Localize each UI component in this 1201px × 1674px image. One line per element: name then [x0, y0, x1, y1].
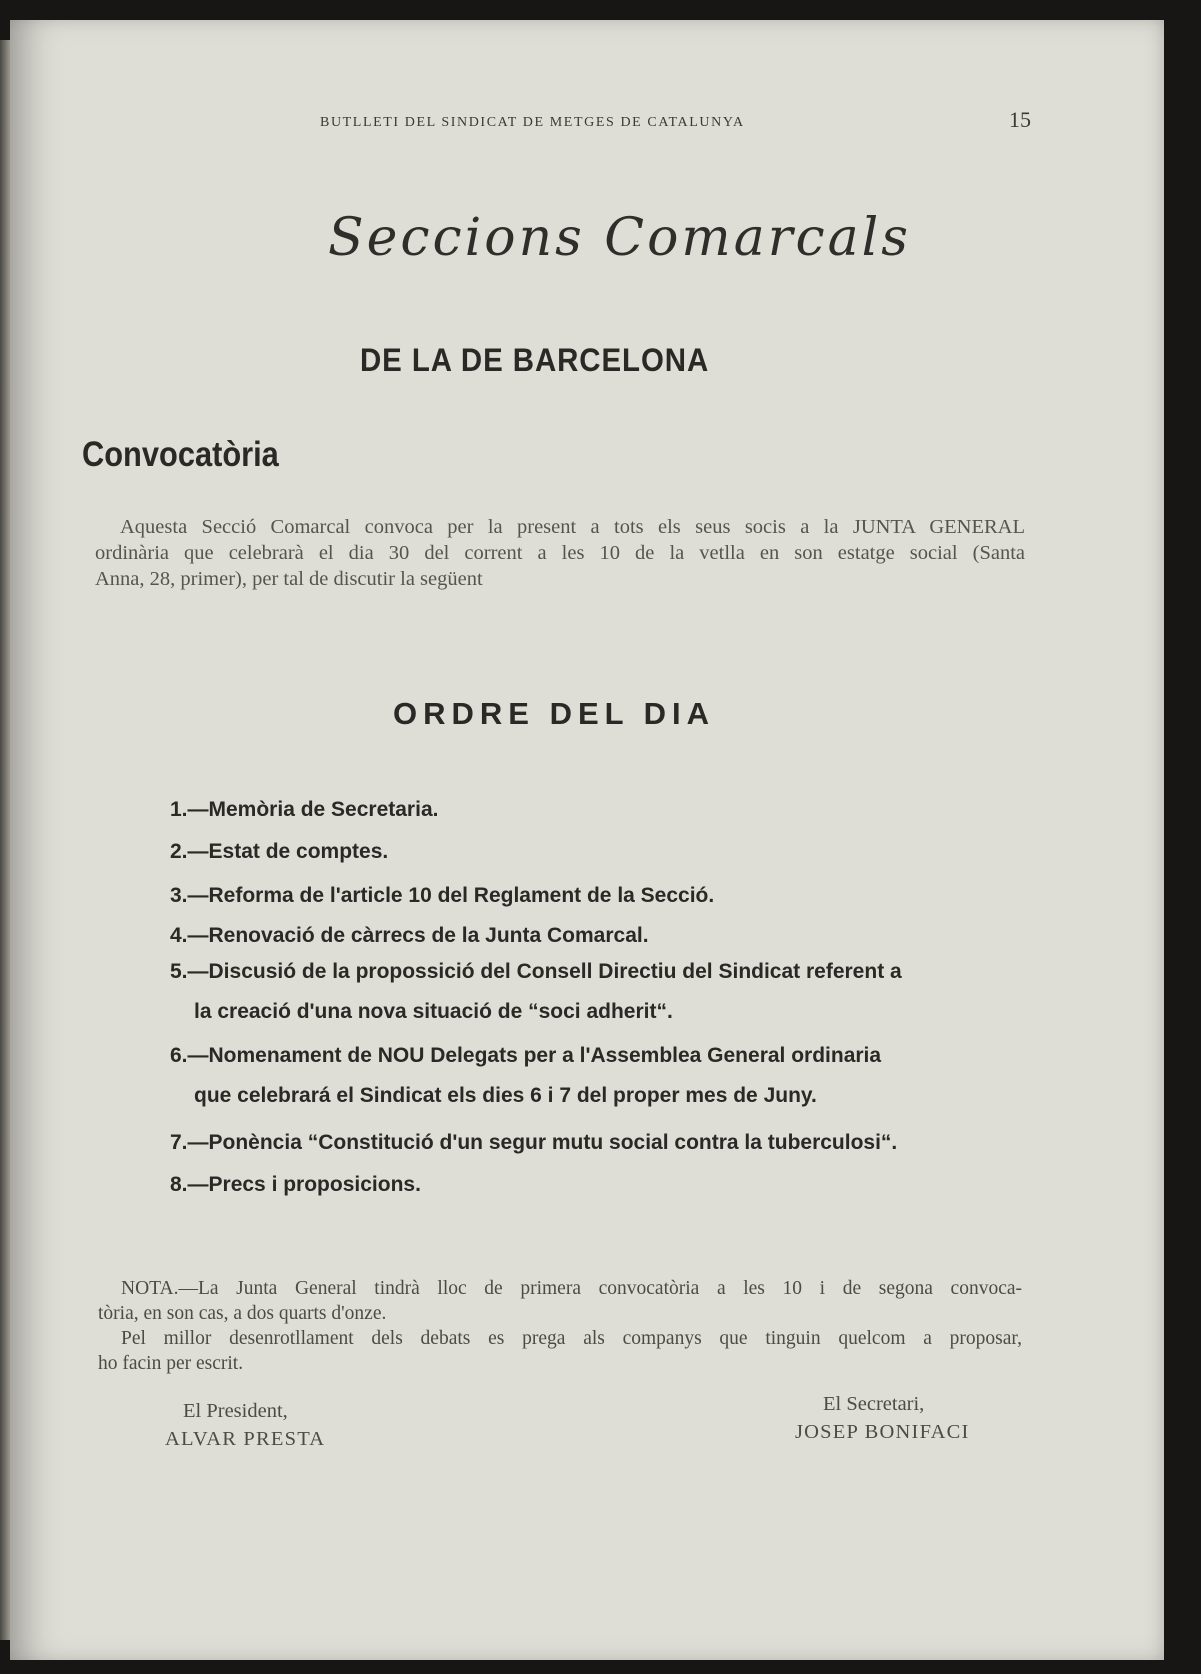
secretari-role: El Secretari, [823, 1393, 925, 1415]
agenda-item [170, 798, 438, 822]
running-head: BUTLLETI DEL SINDICAT DE METGES DE CATALUNYA [320, 115, 745, 130]
agenda-item-text: 6.—Nomenament de NOU Delegats per a l'Assemblea General ordinaria [170, 1044, 882, 1067]
agenda-item [170, 840, 388, 864]
agenda-item-text: 7.—Ponència “Constitució d'un segur mutu social contra la tuberculosi“. [170, 1131, 898, 1154]
page-number: 15 [1009, 107, 1031, 132]
president-name: ALVAR PRESTA [165, 1428, 326, 1450]
agenda-item-text: 1.—Memòria de Secretaria. [170, 798, 439, 821]
secretari-signature [795, 1390, 970, 1446]
president-signature [165, 1397, 325, 1453]
nota-paragraph [98, 1276, 1022, 1376]
nota-line: Pel millor desenrotllament dels debats es prega als companys que tinguin quelcom a proposar, [121, 1328, 1022, 1349]
nota-line: ho facin per escrit. [98, 1353, 244, 1374]
intro-line: Anna, 28, primer), per tal de discutir la següent [95, 568, 483, 590]
agenda-item-text: 2.—Estat de comptes. [170, 840, 389, 863]
agenda-item-text: 8.—Precs i proposicions. [170, 1173, 421, 1196]
agenda-heading: ORDRE DEL DIA [393, 696, 716, 731]
agenda-item-text: 4.—Renovació de càrrecs de la Junta Comarcal. [170, 924, 649, 947]
section-title: Seccions Comarcals [328, 208, 911, 268]
agenda-item [170, 960, 902, 1024]
agenda-item [170, 884, 714, 908]
document-page [10, 20, 1164, 1660]
secretari-name: JOSEP BONIFACI [795, 1421, 970, 1443]
agenda-item [170, 1131, 897, 1155]
convocatoria-heading: Convocatòria [82, 435, 279, 474]
agenda-item [170, 1044, 881, 1108]
agenda-item [170, 924, 649, 948]
agenda-item [170, 1173, 421, 1197]
agenda-item-continuation: la creació d'una nova situació de “soci adherit“. [194, 1000, 673, 1023]
intro-line: Aquesta Secció Comarcal convoca per la present a tots els seus socis a la JUNTA GENERAL [120, 516, 1025, 538]
agenda-item-text: 5.—Discusió de la propossició del Consell Directiu del Sindicat referent a [170, 960, 902, 983]
intro-line: ordinària que celebrarà el dia 30 del corrent a les 10 de la vetlla en son estatge social (Santa [95, 542, 1025, 564]
intro-paragraph [95, 514, 1025, 592]
agenda-item-text: 3.—Reforma de l'article 10 del Reglament de la Secció. [170, 884, 715, 907]
nota-line: NOTA.—La Junta General tindrà lloc de primera convocatòria a les 10 i de segona convoca- [121, 1278, 1022, 1299]
nota-line: tòria, en son cas, a dos quarts d'onze. [98, 1303, 387, 1324]
agenda-item-continuation: que celebrará el Sindicat els dies 6 i 7 del proper mes de Juny. [194, 1084, 817, 1107]
section-subtitle: DE LA DE BARCELONA [360, 342, 710, 378]
president-role: El President, [183, 1400, 288, 1422]
